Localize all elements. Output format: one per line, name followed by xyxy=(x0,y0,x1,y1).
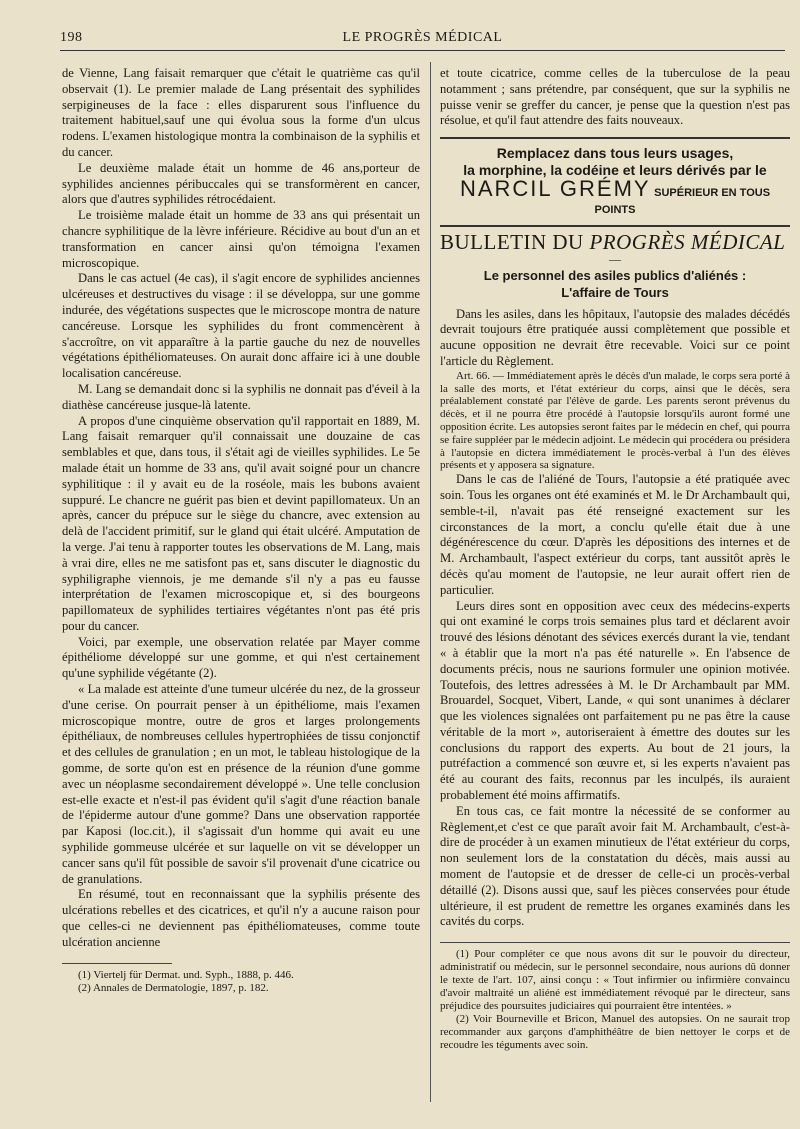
paragraph: et toute cicatrice, comme celles de la tuberculose de la peau notamment ; sans prétendre, par conséquent, que sur la syphilis ne puisse venir se greffer du cancer, je pense que la question n'est pas résolue, et qu'il faut attendre des faits nouveaux. xyxy=(440,66,790,128)
right-column xyxy=(440,66,790,1052)
running-title: LE PROGRÈS MÉDICAL xyxy=(342,30,503,45)
regulation-quote: Art. 66. — Immédiatement après le décès d'un malade, le corps sera porté à la salle des morts, et l'état extérieur du corps, ainsi que le décès, sera préalablement constaté par l'élève de garde. Les parents seront prévenus du décès, et il ne pourra être procédé à l'autopsie lorsqu'ils auront formé une opposition écrite. Les autopsies seront faites par le médecin en chef, qui pourra se faire suppléer par le médecin adjoint. Le médecin qui procédera ou présidera à l'autopsie en dictera immédiatement le procès-verbal à l'un des élèves présents et y apposera sa signature. xyxy=(440,369,790,472)
footnote: (2) Annales de Dermatologie, 1897, p. 182. xyxy=(78,981,269,994)
paragraph: M. Lang se demandait donc si la syphilis ne donnait pas d'éveil à la diathèse cancéreuse jusque-là latente. xyxy=(62,381,420,412)
footnote: (1) Pour compléter ce que nous avons dit sur le pouvoir du directeur, administratif ou médecin, sur le personnel secondaire, nous aurions dû donner le texte de l'art. 107, ainsi conçu : « Tout infirmier ou infirmière convaincu d'avoir maltraité un aliéné est immédiatement révoqué par le directeur, sans préjudice des poursuites judiciaires qui pourraient être intentées. » xyxy=(440,948,790,1013)
footnote: (1) Viertelj für Dermat. und. Syph., 1888, p. 446. xyxy=(78,968,294,981)
section-title xyxy=(440,267,790,301)
paragraph: Le troisième malade était un homme de 33 ans qui présentait un chancre syphilitique de la lèvre inférieure. Récidive au bout d'un an et transformation en cancer ainsi qu'on témoigna l'examen microscopique. xyxy=(62,208,420,270)
bulletin-title-plain: BULLETIN DU xyxy=(440,229,590,254)
footnote-rule xyxy=(62,963,172,964)
bulletin-title xyxy=(440,225,790,254)
ad-line: Remplacez dans tous leurs usages, xyxy=(496,145,734,162)
section-title-line: Le personnel des asiles publics d'aliénés : xyxy=(483,267,747,283)
advertisement xyxy=(440,137,790,219)
paragraph: de Vienne, Lang faisait remarquer que c'était le quatrième cas qu'il observait (1). Le premier malade de Lang présentait des syphilides serpigineuses de la face : elles disparurent sous l'influence du traitement habituel,sauf une qui évolua sous la forme d'un ulcus rodens. L'examen histologique montra la combinaison de la syphilis et du cancer. xyxy=(62,66,420,159)
paragraph: En tous cas, ce fait montre la nécessité de se conformer au Règlement,et c'est ce que paraît avoir fait M. Archambault, c'est-à-dire de procéder à un examen minutieux de l'état extérieur du corps, non seulement lors de la constatation du décès, mais aussi au moment de l'autopsie et de dresser de celle-ci un procès-verbal détaillé (2). Disons aussi que, sauf les pièces conservées pour étude ultérieure, il est prudent de remettre les organes examinés dans les cavités du corps. xyxy=(440,803,790,929)
footnote: (2) Voir Bourneville et Bricon, Manuel des autopsies. On ne saurait trop recommander aux garçons d'amphithéâtre de bien nettoyer le corps et de recoudre les téguments avec soin. xyxy=(440,1013,790,1052)
footnote-rule xyxy=(440,942,790,943)
paragraph: Le deuxième malade était un homme de 46 ans,porteur de syphilides anciennes péribuccales qui se transformèrent en cancer, alors que d'autres syphilides rétrocédaient. xyxy=(62,160,420,207)
ad-brand xyxy=(440,176,790,219)
left-column xyxy=(62,66,420,995)
paragraph: Dans le cas de l'aliéné de Tours, l'autopsie a été pratiquée avec soin. Tous les organes ont été examinés et M. le Dr Archambault qui, semble-t-il, n'avait pas été renseigné exactement sur les circonstances de la mort, a conclu qu'elle était due à une dégénérescence du cœur. D'après les dépositions des internes et de M. Archambault, l'aspect extérieur du corps, tant aussitôt après le décès qu'au moment de l'autopsie, ne leur aurait offert rien de particulier. xyxy=(440,472,790,597)
column-divider xyxy=(430,62,431,1102)
bulletin-title-italic: PROGRÈS MÉDICAL xyxy=(589,229,786,254)
paragraph: Dans le cas actuel (4e cas), il s'agit encore de syphilides anciennes ulcéreuses et destructives du visage : il se développa, sur une gomme indurée, des végétations suspectes que le microscope montra de nature cancéreuse. Lorsque les syphilides du front commencèrent à s'accroître, on vit apparaître à la partie gauche du nez de nouvelles végétations épithéliomateuses. On aurait donc affaire ici à une double localisation cancéreuse. xyxy=(62,271,420,381)
paragraph: Leurs dires sont en opposition avec ceux des médecins-experts qui ont examiné le corps trois semaines plus tard et déclarent avoir trouvé des lésions dénotant des sévices exercés durant la vie, tendant « à établir que la mort n'a pas été naturelle ». En l'absence de documents précis, nous ne saurions formuler une opinion motivée. Toutefois, des lettres adressées à M. le Dr Archambault par MM. Brouardel, Socquet, Vibert, Lande, « qui sont unanimes à déclarer que les violences signalées ont parfaitement pu ne pas être la cause véritable de la mort », autoriseraient à émettre des doutes sur les conclusions du rapport des experts. Au bout de 21 jours, la putréfaction a commencé son œuvre et, si les experts n'avaient pas été au courant des faits, reconnus par les inculpés, ils auraient probablement été moins affirmatifs. xyxy=(440,598,790,803)
paragraph: Voici, par exemple, une observation relatée par Mayer comme épithéliome développé sur une gomme, et qui n'est certainement qu'une syphilide végétante (2). xyxy=(62,634,420,681)
paragraph: Dans les asiles, dans les hôpitaux, l'autopsie des malades décédés devrait toujours être pratiquée aussi complètement que possible et aucune opposition ne devrait être recevable. Voici sur ce point l'article du Règlement. xyxy=(440,306,790,368)
title-dash: — xyxy=(609,251,621,266)
header-rule xyxy=(60,50,785,51)
ad-line: la morphine, la codéine et leurs dérivés par le xyxy=(463,162,767,179)
running-header xyxy=(60,30,785,52)
section-title-line: L'affaire de Tours xyxy=(561,284,669,300)
paragraph: En résumé, tout en reconnaissant que la syphilis présente des ulcérations rebelles et des cicatrices, et qu'il n'y a aucune raison pour que celles-ci ne deviennent pas épithéliomateuses, comme toute ulcération ancienne xyxy=(62,887,420,949)
brand-name: NARCIL GRÉMY xyxy=(459,176,651,202)
quoted-observation: « La malade est atteinte d'une tumeur ulcérée du nez, de la grosseur d'une cerise. On pourrait penser à un épithéliome, mais l'examen microscopique montre, outre de gros et larges prolongements épithéliaux, de nombreuses cellules hypertrophiées de tissu conjonctif et des cellules de granulation ; en un mot, le tableau histologique de la gomme, de sorte qu'on est en présence de la réunion d'une gomme avec un néoplasme secondairement développé ». Une telle conclusion est-elle exacte et n'est-il pas évident qu'il s'agit d'une réaction banale de l'épiderme autour d'une gomme? Dans une observation rapportée par Kaposi (loc.cit.), il s'agissait d'un homme qui avait eu une syphilide gommeuse ulcérée et sur laquelle on vit se développer un cancer sans qu'il fût possible de savoir s'il provenait d'une cicatrice ou de granulations. xyxy=(62,682,420,886)
brand-tagline: SUPÉRIEUR EN TOUS POINTS xyxy=(594,187,771,216)
paragraph: A propos d'une cinquième observation qu'il rapportait en 1889, M. Lang faisait remarquer qu'il connaissait une douzaine de cas semblables et que, dans tous, il s'était agi de vieilles syphilides. Le 5e malade était un homme de 33 ans, qu'il avait soigné pour un chancre syphilitique : il y avait eu de la roséole, mais les bubons avaient suppuré. Le chancre ne guérit pas bien et devint papillomateux. Un an après, cancer du prépuce sur le siège du chancre, avec extension au delà de l'accident primitif, sur le gland qui était ulcéré. Amputation de la verge. J'ai tenu à rapporter toutes les observations de M. Lang, mais à vrai dire, elles ne me satisfont pas et, sans discuter le diagnostic du syphiligraphe viennois, je me demande s'il n'y a pas eu fausse interprétation de l'examen microscopique et, si des bourgeons papillomateux de syphilides tertiaires végétantes n'ont pas été pris pour du cancer. xyxy=(62,413,420,633)
page-number: 198 xyxy=(60,30,83,45)
